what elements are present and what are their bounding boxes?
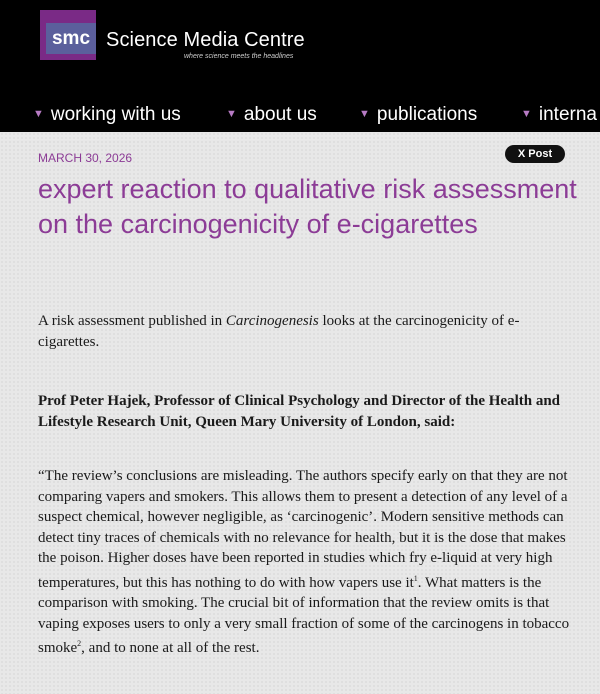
quote-text: , and to none at all of the rest. bbox=[81, 640, 260, 656]
intro-text: A risk assessment published in bbox=[38, 313, 226, 329]
smc-logo[interactable] bbox=[40, 10, 96, 60]
logo-text: smc bbox=[46, 23, 96, 54]
nav-label: about us bbox=[243, 104, 317, 125]
nav-item-publications[interactable] bbox=[359, 104, 477, 126]
chevron-down-icon: ▼ bbox=[33, 108, 44, 120]
nav-label: publications bbox=[376, 104, 478, 125]
article-intro bbox=[38, 311, 573, 352]
main-nav bbox=[0, 96, 600, 132]
nav-item-working-with-us[interactable] bbox=[33, 104, 181, 126]
nav-label: working with us bbox=[50, 104, 181, 125]
chevron-down-icon: ▼ bbox=[359, 108, 370, 120]
post-date: MARCH 30, 2026 bbox=[38, 151, 133, 165]
quote-text: “The review’s conclusions are misleading. The authors specify early on that they are not comparing vapers and smokers. This allows them to present a detection of any level of a suspect chemical, however negligible, as ‘carcinogenic’. Modern sensitive methods can detect tiny traces of chemicals with no relevance for health, but it is the dose that makes the poison. Higher doses have been reported in studies which fry e-liquid at very high temperatures, but this has nothing to do with how vapers use it bbox=[38, 468, 568, 591]
nav-item-about-us[interactable] bbox=[226, 104, 317, 126]
nav-item-international[interactable] bbox=[521, 104, 597, 126]
page-title: expert reaction to qualitative risk assessment on the carcinogenicity of e-cigarettes bbox=[38, 174, 577, 239]
site-header bbox=[0, 0, 600, 96]
footnote-ref[interactable]: 2 bbox=[77, 639, 82, 648]
chevron-down-icon: ▼ bbox=[226, 108, 237, 120]
journal-name: Carcinogenesis bbox=[225, 313, 319, 329]
site-tagline: where science meets the headlines bbox=[184, 53, 294, 60]
expert-name: Prof Peter Hajek, Professor of Clinical Psychology and Director of the Health and Lifestyle Research Unit, Queen Mary University of London, said: bbox=[38, 393, 561, 430]
expert-quote bbox=[38, 466, 573, 659]
nav-label: interna bbox=[538, 104, 597, 125]
site-title[interactable]: Science Media Centre bbox=[106, 29, 305, 51]
chevron-down-icon: ▼ bbox=[521, 108, 532, 120]
footnote-ref[interactable]: 1 bbox=[413, 573, 418, 583]
quote-text: . What matters is the comparison with smoking. The crucial bit of information that the review omits is that vaping exposes users to only a very small fraction of some of the carcinogens in tobacco smoke bbox=[38, 574, 570, 656]
x-post-button[interactable]: X Post bbox=[505, 145, 565, 163]
intro-text-end: looks at the carcinogenicity of e-cigarettes. bbox=[38, 313, 520, 350]
